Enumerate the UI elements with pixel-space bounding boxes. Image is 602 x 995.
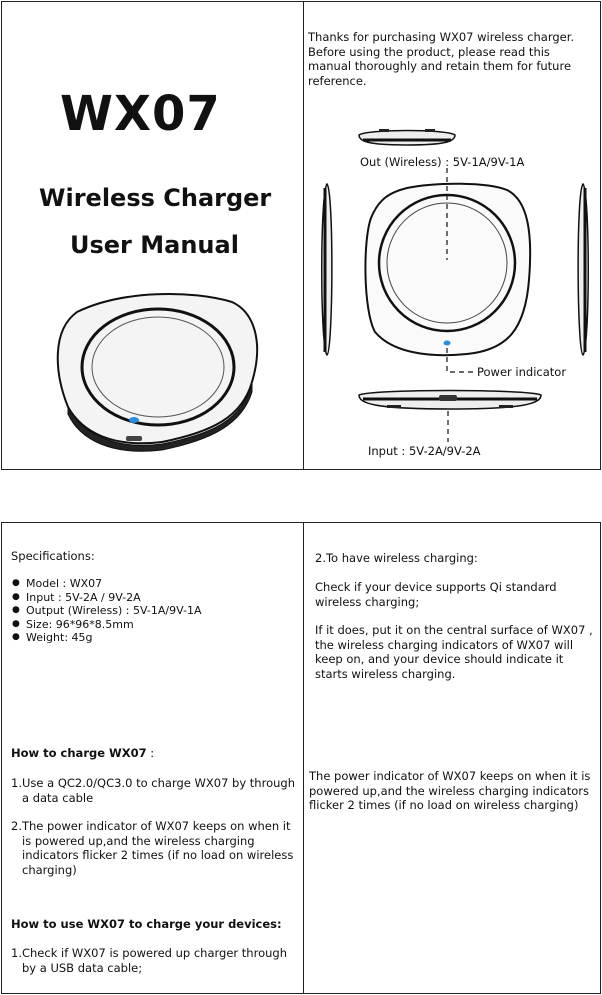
- how-to-charge-heading: [11, 746, 154, 761]
- wireless-para-2: If it does, put it on the central surface of WX07 , the wireless charging indicators of WX07 will keep on, and your device should indicate it starts wireless charging.: [315, 623, 593, 681]
- power-note: The power indicator of WX07 keeps on when it is powered up,and the wireless charging indicators flicker 2 times (if no load on wireless charging): [309, 769, 591, 812]
- specs-list: [11, 577, 291, 645]
- spec-item: ● Size: 96*96*8.5mm: [11, 618, 291, 632]
- panel-divider: [303, 523, 304, 993]
- spec-item: ● Weight: 45g: [11, 631, 291, 645]
- charger-bottom-view: [357, 387, 543, 412]
- spec-item: ● Output (Wireless) : 5V-1A/9V-1A: [11, 604, 291, 618]
- charger-top-view: [357, 127, 457, 147]
- how-to-use-heading: How to use WX07 to charge your devices:: [11, 917, 282, 931]
- cover-panel: [1, 1, 601, 470]
- how-to-charge-title: How to charge WX07: [11, 746, 147, 760]
- instructions-panel: [1, 522, 601, 994]
- charger-product-image: [2, 272, 302, 472]
- spec-item: ● Input : 5V-2A / 9V-2A: [11, 591, 291, 605]
- how-to-charge-colon: :: [146, 746, 155, 760]
- product-subtitle: Wireless Charger: [39, 184, 272, 212]
- charger-front-view: [357, 180, 537, 360]
- charge-step-2: 2.The power indicator of WX07 keeps on when it is powered up,and the wireless charging indicators flicker 2 times (if no load on wireless charging): [11, 819, 294, 877]
- intro-text: Thanks for purchasing WX07 wireless charger. Before using the product, please read this manual thoroughly and retain them for future reference.: [308, 30, 575, 88]
- usb-port-icon: [126, 436, 142, 441]
- input-label: Input : 5V-2A/9V-2A: [368, 444, 481, 458]
- indicator-led-icon: [129, 417, 139, 423]
- output-label: Out (Wireless) : 5V-1A/9V-1A: [360, 155, 525, 169]
- specs-heading: Specifications:: [11, 549, 95, 563]
- use-step-1: 1.Check if WX07 is powered up charger through by a USB data cable;: [11, 946, 287, 975]
- wireless-para-1: Check if your device supports Qi standard wireless charging;: [315, 580, 557, 609]
- wireless-heading: 2.To have wireless charging:: [315, 551, 478, 565]
- panel-divider: [303, 2, 304, 469]
- front-indicator-icon: [444, 341, 451, 346]
- power-indicator-label: Power indicator: [477, 365, 567, 379]
- manual-subtitle: User Manual: [70, 231, 239, 259]
- spec-item: ● Model : WX07: [11, 577, 291, 591]
- charger-right-view: [573, 182, 593, 357]
- charger-left-view: [317, 182, 337, 357]
- usb-port-icon: [439, 395, 457, 401]
- charge-step-1: 1.Use a QC2.0/QC3.0 to charge WX07 by through a data cable: [11, 776, 295, 805]
- model-title: WX07: [60, 86, 221, 142]
